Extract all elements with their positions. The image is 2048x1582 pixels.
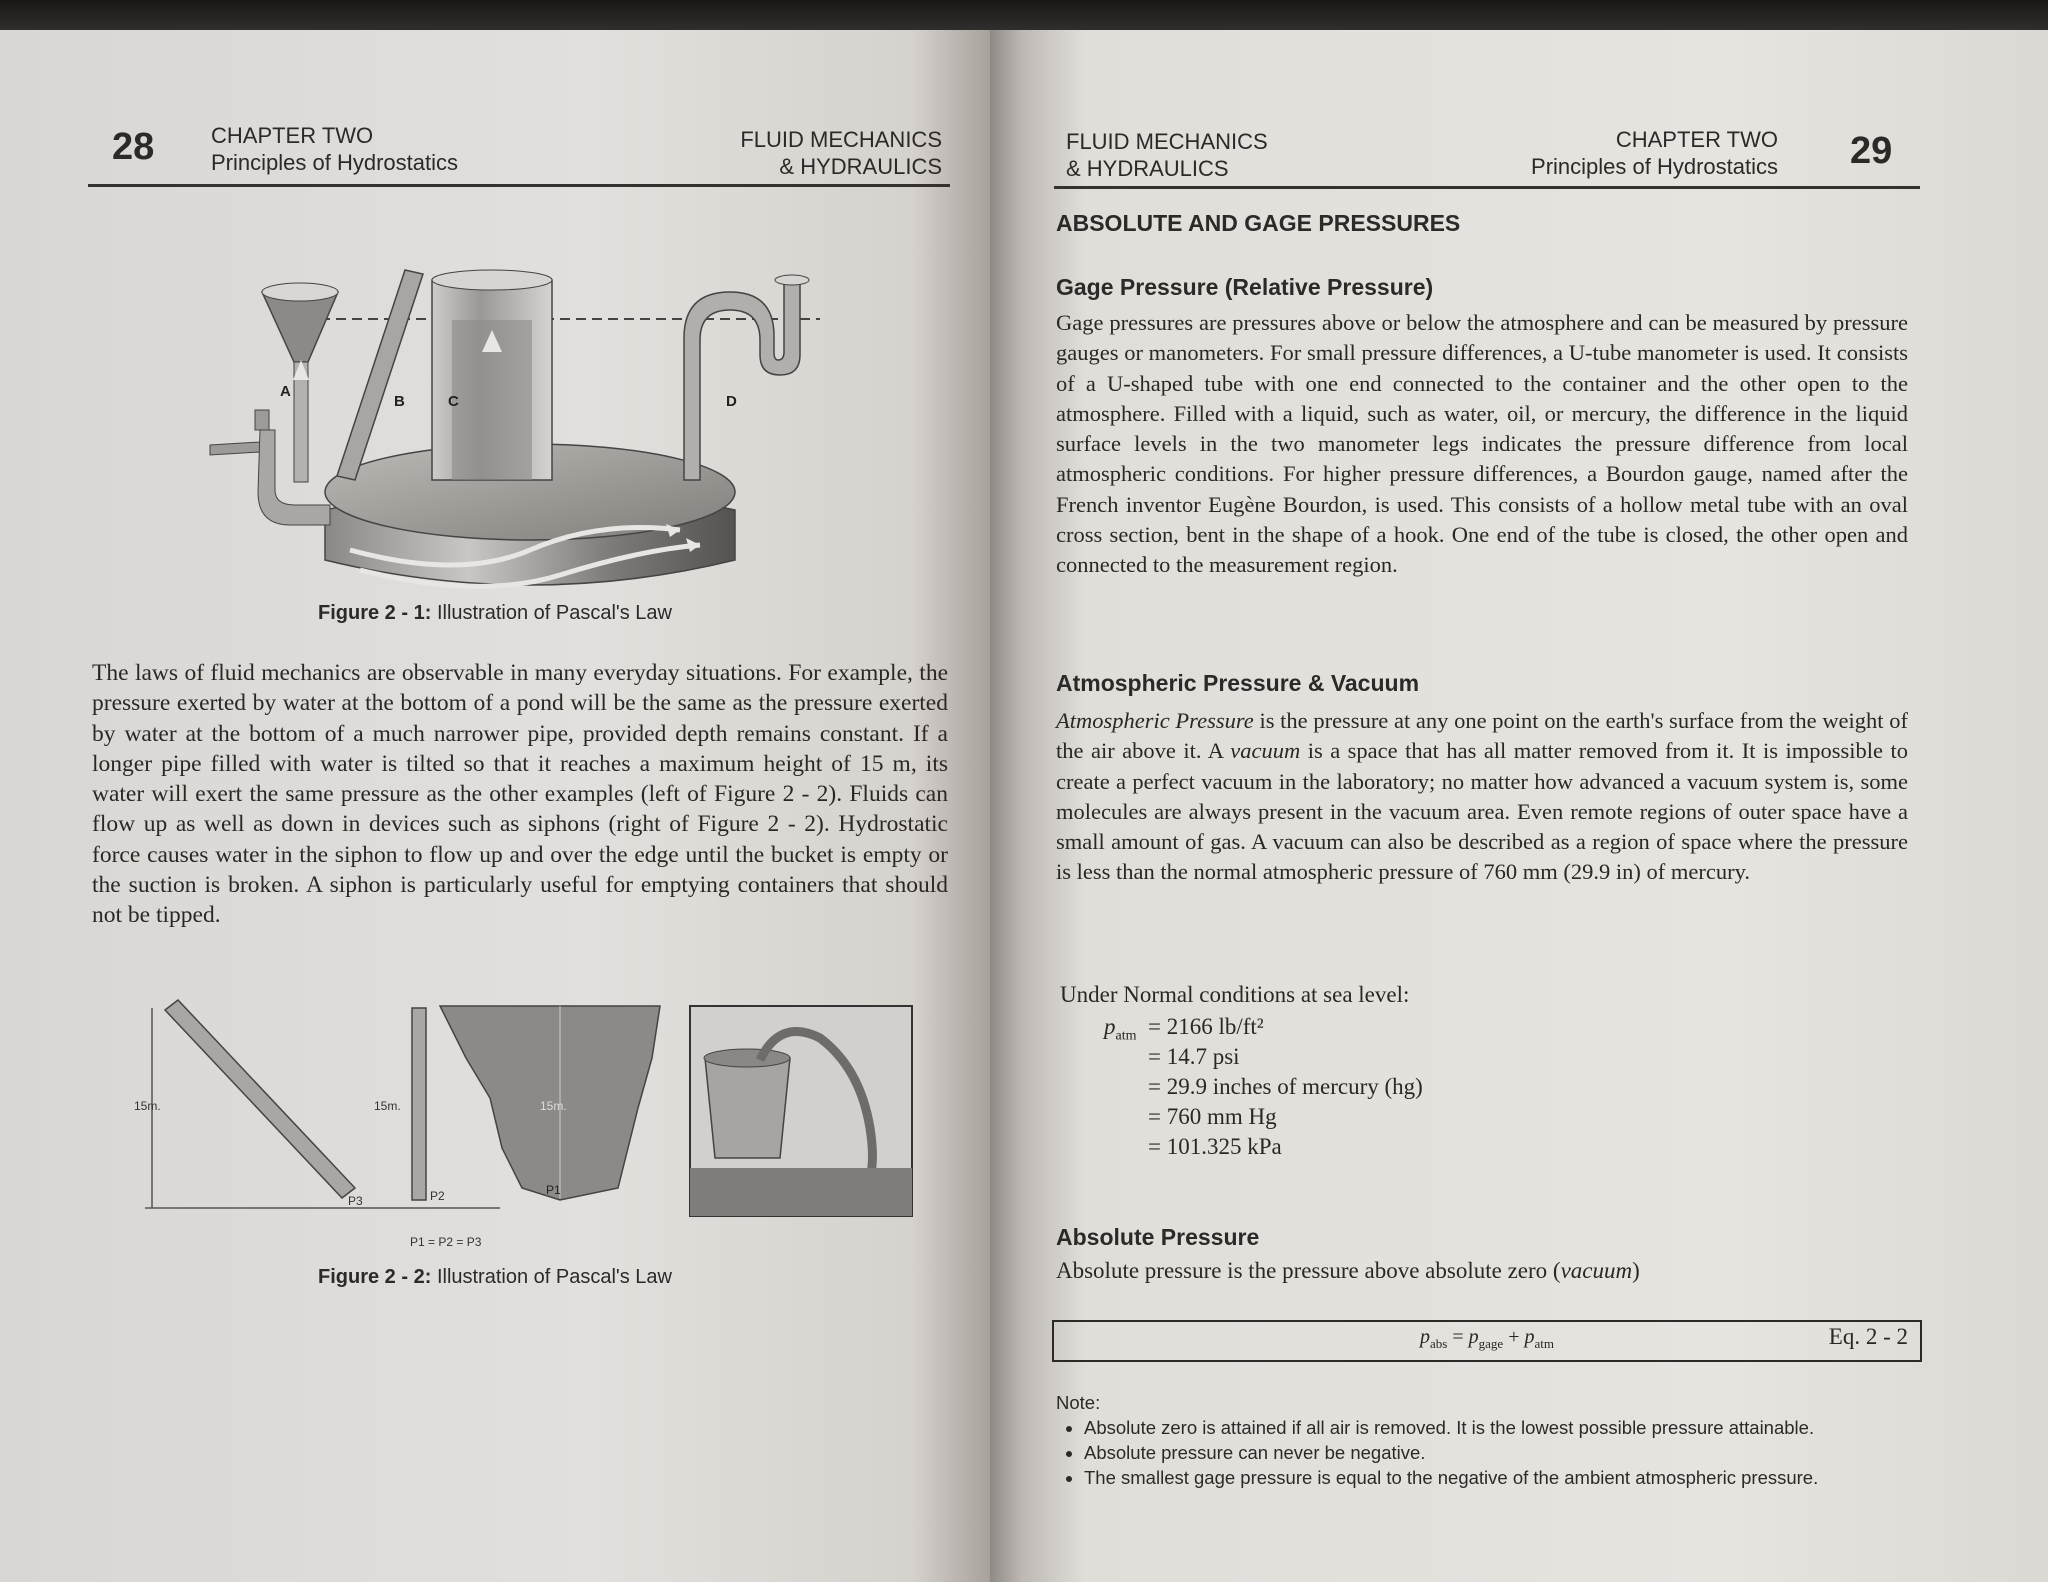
height-label-2: 15m. [374,1099,401,1113]
figure2-caption-text: Illustration of Pascal's Law [436,1266,672,1288]
bucket-rim [704,1049,790,1067]
equation-box [1052,1320,1922,1362]
pressure-p1: P1 [546,1183,561,1197]
eq-lhs: p [1420,1326,1431,1348]
label-b: B [394,393,405,410]
note-item: • Absolute zero is attained if all air is removed. It is the lowest possible pressure attainable. [1084,1415,1936,1440]
note-list [1056,1415,1936,1490]
eq-term1-sub: gage [1478,1336,1504,1351]
note-block [1056,1390,1936,1490]
absolute-body-text: Absolute pressure is the pressure above absolute zero ( [1056,1258,1561,1283]
p-subscript: atm [1115,1028,1137,1044]
gage-pressure-title: Gage Pressure (Relative Pressure) [1056,274,1434,300]
running-header-chapter [211,122,458,176]
atmospheric-body-part2: is a space that has all matter removed from it. It is impossible to create a perfect vacuum in the laboratory; no matter how advanced a vacuum system is, some molecules are always present in the vacuum area. Even remote regions of outer space have a small amount of gas. A vacuum can also be described as a region of space where the pressure is less than the normal atmospheric pressure of 760 mm (29.9 in) of mercury. [1056,738,1908,885]
note-title: Note: [1056,1392,1101,1413]
header-rule [1054,186,1920,189]
absolute-pressure-title: Absolute Pressure [1056,1224,1260,1250]
value-mm-hg: = 760 mm Hg [1148,1104,1277,1129]
figure1-caption-text: Illustration of Pascal's Law [436,602,672,624]
value-lb-ft2: = 2166 lb/ft² [1148,1014,1264,1039]
vertical-pipe [412,1008,426,1200]
running-header-chapter [1531,126,1778,180]
atmospheric-body-part1: is the pressure at any one point on the earth's surface from the weight of the air above it. A [1056,708,1908,764]
chapter-label: CHAPTER TWO [1615,127,1778,152]
figure2-caption-label: Figure 2 - 2: [318,1266,432,1288]
inlet-valve [255,410,269,430]
page-number: 28 [112,126,155,168]
label-d: D [726,393,737,410]
label-c: C [448,393,459,410]
eq-lhs-sub: abs [1430,1336,1448,1351]
figure2-caption [0,1266,990,1289]
figure1-caption [0,602,990,625]
eq-plus: + [1503,1326,1525,1348]
running-header-book [740,126,942,180]
page-number: 29 [1850,130,1893,172]
bucket [705,1058,790,1158]
figure-pascal-vessel [200,230,840,630]
pressure-p2: P2 [430,1189,445,1203]
label-a: A [280,383,291,400]
book-title-line1: FLUID MECHANICS [1066,129,1268,154]
equation-number: Eq. 2 - 2 [1828,1324,1908,1349]
term-atmospheric-pressure: Atmospheric Pressure [1056,708,1254,733]
section-title: ABSOLUTE AND GAGE PRESSURES [1056,210,1461,236]
term-vacuum: vacuum [1230,738,1301,764]
normal-conditions-intro: Under Normal conditions at sea level: [1060,982,1410,1007]
eq-equals: = [1447,1326,1469,1348]
eq-term1: p [1468,1326,1479,1348]
book-title-line2: & HYDRAULICS [1066,156,1229,181]
chapter-subtitle: Principles of Hydrostatics [211,150,458,175]
value-in-hg: = 29.9 inches of mercury (hg) [1148,1074,1423,1099]
inlet-pipe [210,442,260,455]
book-title-line1: FLUID MECHANICS [740,127,942,152]
absolute-body-italic: vacuum [1560,1258,1633,1283]
pressure-p3: P3 [348,1194,363,1208]
figure-pascal-comparison [130,998,920,1260]
height-label-1: 15m. [134,1099,161,1113]
book-title-line2: & HYDRAULICS [779,154,942,179]
atmospheric-body [1056,706,1908,888]
chapter-subtitle: Principles of Hydrostatics [1531,154,1778,179]
note-item: • Absolute pressure can never be negative. [1084,1440,1936,1465]
absolute-pressure-body [1056,1256,1640,1286]
eq-term2: p [1524,1326,1535,1348]
ground [690,1168,912,1216]
pressure-equality: P1 = P2 = P3 [410,1235,482,1249]
eq-term2-sub: atm [1534,1336,1554,1351]
gage-pressure-body: Gage pressures are pressures above or below the atmosphere and can be measured by pressure gauges or manometers. For small pressure differences, a U-tube manometer is used. It consists of a U-shaped tube with one end connected to the container and the other open to the atmosphere. Filled with a liquid, such as water, oil, or mercury, the difference in the liquid surface levels in the two manometer legs indicates the pressure difference from local atmospheric conditions. For higher pressure differences, a Bourdon gauge, named after the French inventor Eugène Bourdon, is used. This consists of a hollow metal tube with an oval cross section, bent in the shape of a hook. One end of the tube is closed, the other open and connected to the measurement region. [1056,310,1908,578]
right-page [990,30,2048,1582]
chapter-label: CHAPTER TWO [211,123,374,148]
value-psi: = 14.7 psi [1148,1044,1240,1069]
running-header-book [1066,128,1268,182]
left-page [0,30,990,1582]
equation [1054,1326,1920,1352]
body-paragraph: The laws of fluid mechanics are observable in many everyday situations. For example, the pressure exerted by water at the bottom of a pond will be the same as the pressure exerted by water at the bottom of a much narrower pipe, provided depth remains constant. If a longer pipe filled with water is tilted so that it reaches a maximum height of 15 m, its water will exert the same pressure as the other examples (left of Figure 2 - 2). Fluids can flow up as well as down in devices such as siphons (right of Figure 2 - 2). Hydrostatic force causes water in the siphon to flow up and over the edge until the bucket is empty or the suction is broken. A siphon is particularly useful for emptying containers that should not be tipped. [92,660,948,929]
tube-b [337,270,423,480]
normal-conditions-values [1148,1012,1423,1162]
absolute-body-end: ) [1632,1258,1640,1283]
height-label-3: 15m. [540,1099,567,1113]
funnel-rim [262,283,338,301]
tilted-pipe [165,1000,355,1198]
siphon-rim [775,275,809,285]
figure1-caption-label: Figure 2 - 1: [318,602,432,624]
siphon-d [684,280,800,480]
header-rule [88,184,950,187]
value-kpa: = 101.325 kPa [1148,1134,1282,1159]
atmospheric-title: Atmospheric Pressure & Vacuum [1056,670,1420,696]
cylinder-rim [432,270,552,290]
note-item: • The smallest gage pressure is equal to the negative of the ambient atmospheric pressure. [1084,1465,1936,1490]
p-symbol: p [1104,1014,1116,1039]
p-atm-symbol [1104,1012,1137,1052]
